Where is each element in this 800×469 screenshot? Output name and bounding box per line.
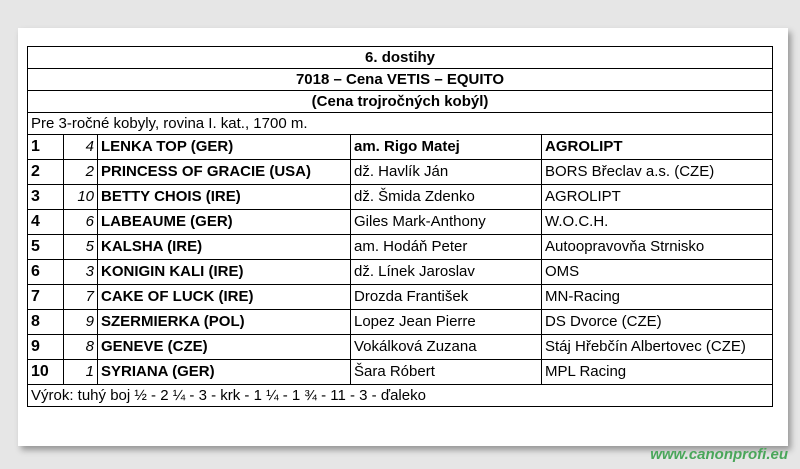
table-row	[28, 160, 773, 185]
position-cell: 5	[28, 235, 64, 260]
rider-cell: am. Hodáň Peter	[351, 235, 542, 260]
watermark: www.canonprofi.eu	[650, 446, 788, 463]
horse-name-cell: KONIGIN KALI (IRE)	[98, 260, 351, 285]
position-cell: 7	[28, 285, 64, 310]
position-cell: 4	[28, 210, 64, 235]
table-row	[28, 185, 773, 210]
rider-cell: Šara Róbert	[351, 360, 542, 385]
owner-cell: MPL Racing	[542, 360, 773, 385]
rider-cell: dž. Línek Jaroslav	[351, 260, 542, 285]
position-cell: 2	[28, 160, 64, 185]
race-number: 6. dostihy	[28, 47, 773, 69]
rider-cell: am. Rigo Matej	[351, 135, 542, 160]
race-conditions: Pre 3-ročné kobyly, rovina I. kat., 1700 m.	[28, 113, 773, 135]
horse-name-cell: SZERMIERKA (POL)	[98, 310, 351, 335]
rider-cell: Lopez Jean Pierre	[351, 310, 542, 335]
start-number-cell: 10	[64, 185, 98, 210]
start-number-cell: 8	[64, 335, 98, 360]
start-number-cell: 9	[64, 310, 98, 335]
rider-cell: dž. Havlík Ján	[351, 160, 542, 185]
horse-name-cell: CAKE OF LUCK (IRE)	[98, 285, 351, 310]
position-cell: 10	[28, 360, 64, 385]
owner-cell: DS Dvorce (CZE)	[542, 310, 773, 335]
owner-cell: Autoopravovňa Strnisko	[542, 235, 773, 260]
result-verdict: Výrok: tuhý boj ½ - 2 ¼ - 3 - krk - 1 ¼ - 1 ¾ - 11 - 3 - ďaleko	[28, 385, 773, 407]
owner-cell: OMS	[542, 260, 773, 285]
position-cell: 9	[28, 335, 64, 360]
table-row	[28, 310, 773, 335]
owner-cell: AGROLIPT	[542, 185, 773, 210]
owner-cell: W.O.C.H.	[542, 210, 773, 235]
start-number-cell: 4	[64, 135, 98, 160]
position-cell: 8	[28, 310, 64, 335]
table-row	[28, 210, 773, 235]
table-row	[28, 135, 773, 160]
table-row	[28, 235, 773, 260]
rider-cell: Drozda František	[351, 285, 542, 310]
rider-cell: dž. Šmida Zdenko	[351, 185, 542, 210]
horse-name-cell: GENEVE (CZE)	[98, 335, 351, 360]
horse-name-cell: LENKA TOP (GER)	[98, 135, 351, 160]
position-cell: 1	[28, 135, 64, 160]
owner-cell: Stáj Hřebčín Albertovec (CZE)	[542, 335, 773, 360]
start-number-cell: 3	[64, 260, 98, 285]
rider-cell: Vokálková Zuzana	[351, 335, 542, 360]
start-number-cell: 1	[64, 360, 98, 385]
race-title: 7018 – Cena VETIS – EQUITO	[28, 69, 773, 91]
horse-name-cell: BETTY CHOIS (IRE)	[98, 185, 351, 210]
start-number-cell: 7	[64, 285, 98, 310]
table-row	[28, 360, 773, 385]
rider-cell: Giles Mark-Anthony	[351, 210, 542, 235]
table-row	[28, 285, 773, 310]
document-page	[18, 28, 788, 446]
start-number-cell: 5	[64, 235, 98, 260]
start-number-cell: 2	[64, 160, 98, 185]
table-row	[28, 260, 773, 285]
horse-name-cell: SYRIANA (GER)	[98, 360, 351, 385]
horse-name-cell: KALSHA (IRE)	[98, 235, 351, 260]
start-number-cell: 6	[64, 210, 98, 235]
owner-cell: BORS Břeclav a.s. (CZE)	[542, 160, 773, 185]
owner-cell: AGROLIPT	[542, 135, 773, 160]
results-table	[27, 46, 773, 407]
horse-name-cell: PRINCESS OF GRACIE (USA)	[98, 160, 351, 185]
race-subtitle: (Cena trojročných kobýl)	[28, 91, 773, 113]
horse-name-cell: LABEAUME (GER)	[98, 210, 351, 235]
position-cell: 6	[28, 260, 64, 285]
position-cell: 3	[28, 185, 64, 210]
table-row	[28, 335, 773, 360]
owner-cell: MN-Racing	[542, 285, 773, 310]
